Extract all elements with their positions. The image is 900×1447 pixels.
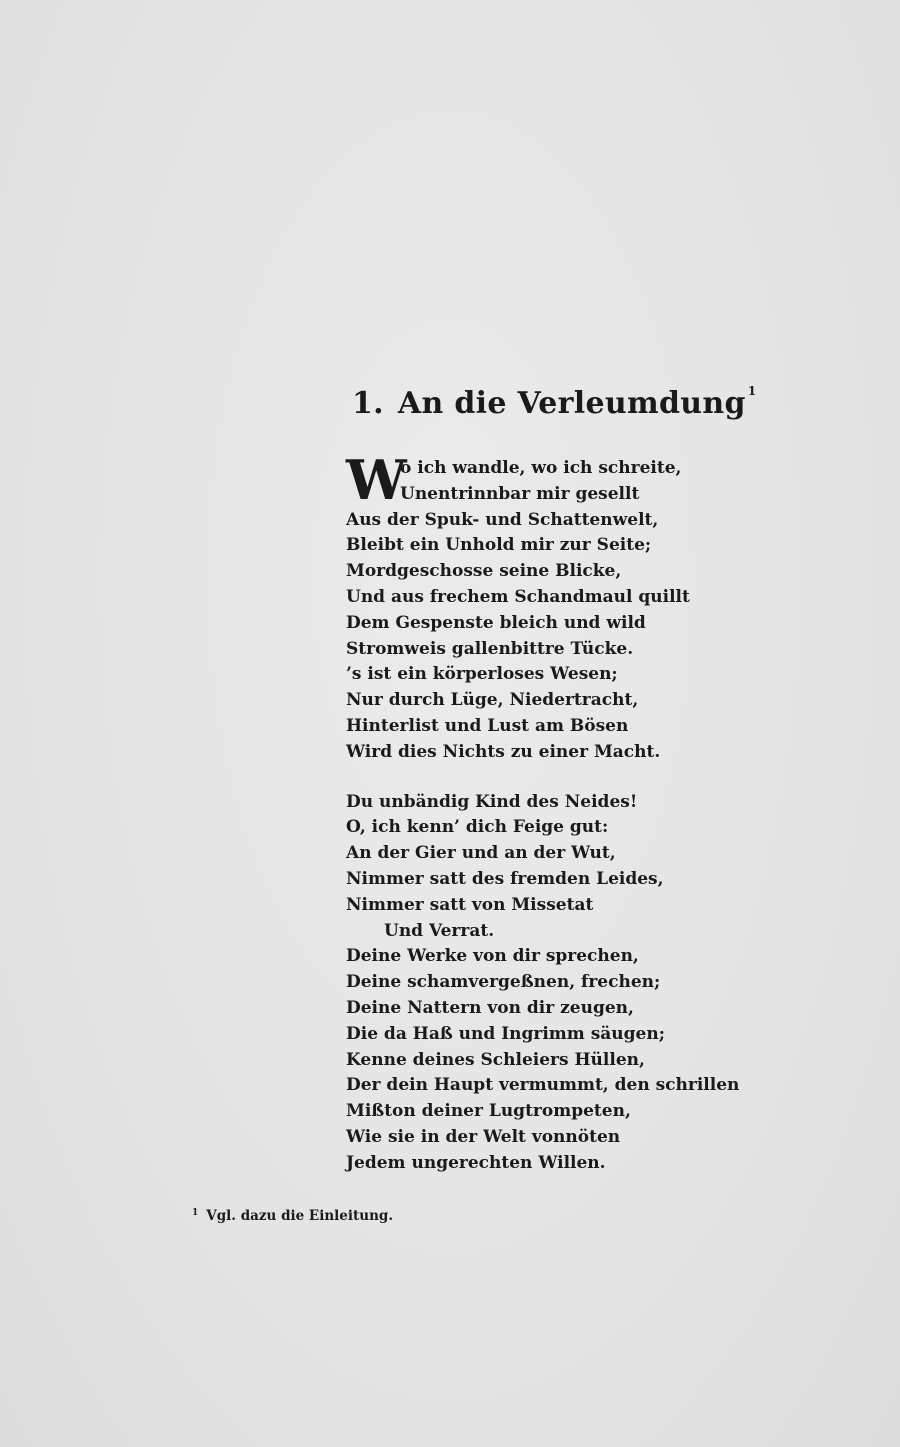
poem-line: O, ich kenn’ dich Feige gut: — [346, 817, 609, 838]
poem-line: Wie sie in der Welt vonnöten — [346, 1126, 621, 1147]
footnote-mark: 1 — [192, 1208, 199, 1218]
drop-cap: W — [346, 448, 407, 512]
footnote — [192, 1208, 393, 1224]
poem-line: Nur durch Lüge, Niedertracht, — [346, 690, 639, 711]
poem-line: An der Gier und an der Wut, — [346, 843, 616, 864]
poem-line: Du unbändig Kind des Neides! — [346, 791, 638, 812]
poem-line: Nimmer satt des fremden Leides, — [346, 868, 664, 889]
poem-line: Unentrinnbar mir gesellt — [400, 483, 640, 504]
poem-line: Bleibt ein Unhold mir zur Seite; — [346, 535, 652, 556]
poem-line: Der dein Haupt vermummt, den schrillen — [346, 1075, 740, 1096]
poem-line: Und Verrat. — [384, 920, 495, 941]
poem-line: Und aus frechem Schandmaul quillt — [346, 586, 690, 607]
poem-line: Stromweis gallenbittre Tücke. — [346, 638, 634, 659]
stanza-2 — [346, 790, 766, 1177]
poem-line: Aus der Spuk- und Schattenwelt, — [346, 509, 659, 530]
stanza-1 — [346, 448, 766, 766]
footnote-text: Vgl. dazu die Einleitung. — [206, 1208, 394, 1224]
poem-body — [346, 448, 766, 1177]
poem-line: Dem Gespenste bleich und wild — [346, 612, 646, 633]
poem-line: Deine Nattern von dir zeugen, — [346, 997, 634, 1018]
poem-line: ’s ist ein körperloses Wesen; — [346, 664, 618, 685]
poem-line: Jedem ungerechten Willen. — [346, 1152, 606, 1173]
poem-line: Kenne deines Schleiers Hüllen, — [346, 1049, 645, 1070]
poem-line: Nimmer satt von Missetat — [346, 894, 594, 915]
title-footnote-mark: 1 — [747, 384, 757, 398]
poem-number: 1. — [352, 386, 384, 421]
poem-title-text: An die Verleumdung — [397, 386, 746, 421]
poem-line: Deine schamvergeßnen, frechen; — [346, 972, 661, 993]
poem-line: Mordgeschosse seine Blicke, — [346, 561, 622, 582]
poem-line: Die da Haß und Ingrimm säugen; — [346, 1023, 665, 1044]
stanza-gap — [346, 766, 766, 790]
poem-line: Mißton deiner Lugtrompeten, — [346, 1101, 631, 1122]
poem-line: Wird dies Nichts zu einer Macht. — [346, 741, 661, 762]
poem-title — [352, 386, 756, 421]
poem-line: o ich wandle, wo ich schreite, — [400, 458, 682, 478]
poem-line: Deine Werke von dir sprechen, — [346, 946, 639, 967]
poem-line: Hinterlist und Lust am Bösen — [346, 715, 629, 736]
